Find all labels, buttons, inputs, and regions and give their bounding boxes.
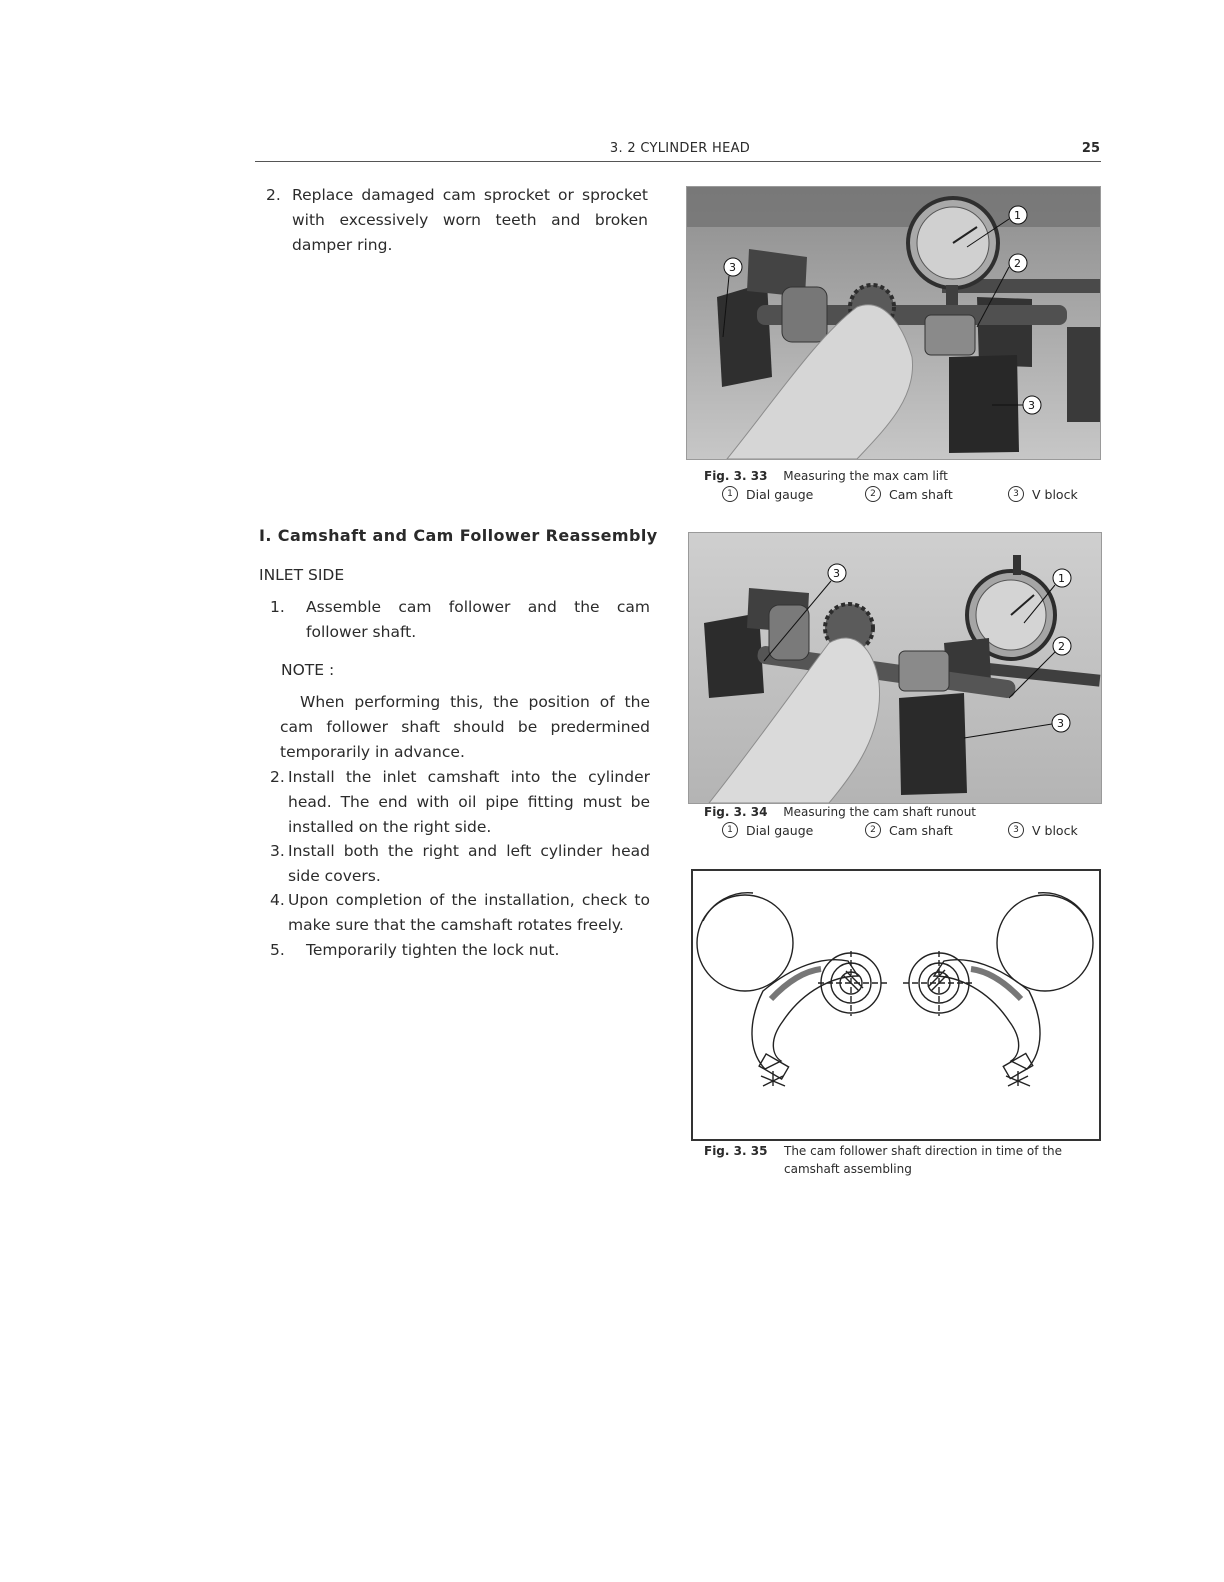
sub-heading: INLET SIDE: [259, 566, 345, 584]
fig-3-34-legend: [722, 822, 1092, 838]
step-text: Assemble cam follower and the cam follower shaft.: [306, 598, 650, 641]
step-number: 4.: [270, 891, 285, 909]
callout-marker: 3: [1008, 822, 1024, 838]
figure-title: Measuring the max cam lift: [783, 469, 948, 483]
header-rule: [255, 161, 1101, 162]
callout-marker: 1: [722, 486, 738, 502]
step-3: [270, 839, 650, 889]
fig-3-34-photo: [688, 532, 1102, 804]
cam-follower-shaft-diagram: [693, 871, 1099, 1139]
step-text: Install the inlet camshaft into the cylinder head. The end with oil pipe fitting must be installed on the right side.: [288, 768, 650, 836]
svg-text:3: 3: [1028, 399, 1035, 412]
fig-3-33-caption: [704, 467, 1094, 485]
legend-item: 1 Dial gauge: [722, 486, 865, 502]
legend-item: 2 Cam shaft: [865, 486, 1008, 502]
step-number: 1.: [270, 598, 285, 616]
section-heading: I. Camshaft and Cam Follower Reassembly: [259, 526, 658, 545]
step-text: Upon completion of the installation, check to make sure that the camshaft rotates freely.: [288, 891, 650, 934]
step-number: 2.: [270, 768, 285, 786]
fig-3-34-caption: [704, 803, 1094, 821]
step-number: 5.: [270, 941, 285, 959]
running-header: 3. 2 CYLINDER HEAD: [609, 141, 751, 156]
fig-3-35-caption: [704, 1142, 1094, 1178]
step-1: [270, 595, 650, 645]
legend-item: 3 V block: [1008, 486, 1078, 502]
item-2: [266, 183, 648, 258]
callout-marker: 1: [722, 822, 738, 838]
legend-item: 3 V block: [1008, 822, 1078, 838]
callout-marker: 2: [865, 822, 881, 838]
step-2: [270, 765, 650, 840]
note-text: When performing this, the position of the cam follower shaft should be predermined temporarily in advance.: [280, 693, 650, 761]
svg-text:1: 1: [1058, 572, 1065, 585]
callout-marker: 2: [865, 486, 881, 502]
figure-title: Measuring the cam shaft runout: [783, 805, 977, 819]
figure-title: The cam follower shaft direction in time of the camshaft assembling: [784, 1144, 1063, 1176]
svg-text:1: 1: [1014, 209, 1021, 222]
svg-text:3: 3: [1057, 717, 1064, 730]
legend-item: 1 Dial gauge: [722, 822, 865, 838]
step-5: [270, 938, 650, 963]
step-text: Install both the right and left cylinder head side covers.: [288, 842, 650, 885]
legend-item: 2 Cam shaft: [865, 822, 1008, 838]
step-4: [270, 888, 650, 938]
fig-3-33-legend: [722, 486, 1092, 502]
callout-marker: 3: [1008, 486, 1024, 502]
dial-gauge-measurement-photo: [687, 187, 1100, 459]
figure-number: Fig. 3. 35: [704, 1144, 768, 1158]
step-text: Temporarily tighten the lock nut.: [306, 941, 560, 959]
note-label: NOTE :: [281, 661, 335, 679]
svg-text:3: 3: [833, 567, 840, 580]
figure-number: Fig. 3. 33: [704, 469, 768, 483]
runout-measurement-photo: [689, 533, 1101, 803]
item-number: 2.: [266, 186, 281, 204]
figure-number: Fig. 3. 34: [704, 805, 768, 819]
fig-3-33-photo: [686, 186, 1101, 460]
svg-text:3: 3: [729, 261, 736, 274]
item-text: Replace damaged cam sprocket or sprocket with excessively worn teeth and broken damper ring.: [292, 186, 648, 254]
page-number: 25: [1081, 141, 1100, 156]
svg-text:2: 2: [1014, 257, 1021, 270]
step-number: 3.: [270, 842, 285, 860]
svg-text:2: 2: [1058, 640, 1065, 653]
fig-3-35-drawing: [691, 869, 1101, 1141]
